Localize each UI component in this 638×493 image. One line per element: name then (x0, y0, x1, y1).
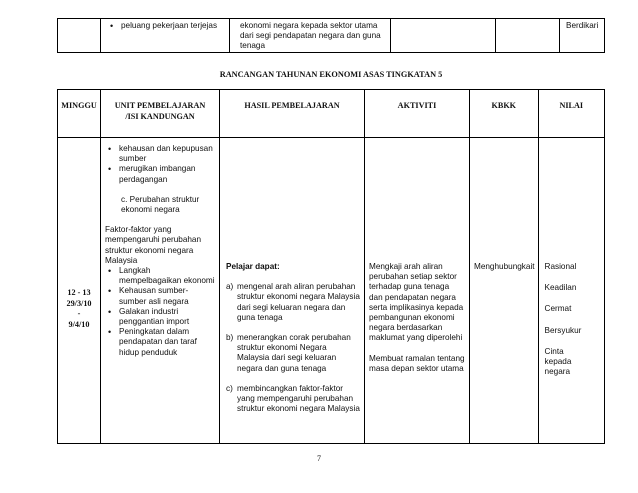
outcome-item (226, 282, 360, 323)
list-item: • Kehausan sumber-sumber asli negara (105, 286, 215, 306)
plan-table (57, 89, 605, 444)
outcome-item (226, 384, 360, 415)
cell-kbkk: Menghubungkait (470, 138, 539, 444)
header-unit (101, 90, 220, 138)
header-minggu: MINGGU (58, 90, 101, 138)
previous-page-table (57, 18, 605, 53)
cell-outcome: ekonomi negara kepada sektor utama dari segi pendapatan negara dan guna tenaga (230, 19, 391, 53)
cell-unit (101, 138, 220, 444)
activity-text: Membuat ramalan tentang masa depan sektor utama (369, 353, 465, 373)
activity-text: Mengkaji arah aliran perubahan setiap sektor terhadap guna tenaga dan pendapatan negara serta implikasinya kepada pembangunan ekonomi negara berdasarkan maklumat yang diperolehi (369, 262, 464, 343)
page-number: 7 (317, 454, 321, 463)
week-line: 12 - 13 (67, 288, 91, 297)
outcome-text: mengenal arah aliran perubahan struktur ekonomi negara Malaysia dari segi keluaran negara dan guna tenaga (237, 282, 360, 322)
unit-factor-heading: Faktor-faktor yang mempengaruhi perubahan struktur ekonomi negara Malaysia (105, 225, 202, 265)
outcome-label: a) (226, 282, 234, 292)
list-item: • merugikan imbangan perdagangan (105, 164, 215, 184)
outcome-heading: Pelajar dapat: (226, 262, 280, 271)
cell-activity (365, 138, 470, 444)
value-item: Bersyukur (544, 325, 582, 335)
unit-factor-list (105, 266, 215, 358)
value-item: Cermat (544, 304, 572, 314)
list-item: • peluang pekerjaan terjejas (107, 21, 225, 31)
outcome-text: menerangkan corak perubahan struktur ekonomi Negara Malaysia dari segi keluaran negara dan guna tenaga (237, 333, 351, 373)
cell-values (538, 138, 604, 444)
list-item: • Langkah mempelbagaikan ekonomi (105, 266, 215, 286)
cell-outcome (220, 138, 365, 444)
table-row (58, 138, 605, 444)
cell-kbkk (496, 19, 560, 53)
cell-week (58, 138, 101, 444)
list-item: • Galakan industri penggantian import (105, 307, 215, 327)
outcome-label: c) (226, 383, 233, 393)
unit-subtopic: c. Perubahan struktur ekonomi negara (121, 194, 200, 215)
unit-top-list (105, 144, 215, 185)
list-item: • Peningkatan dalam pendapatan dan taraf hidup penduduk (105, 327, 215, 358)
value-item: Keadilan (544, 283, 577, 293)
cell-activity (391, 19, 496, 53)
cell-value: Berdikari (560, 19, 605, 53)
value-item: Rasional (544, 262, 577, 271)
header-kbkk: KBKK (470, 90, 539, 138)
outcome-text: membincangkan faktor-faktor yang mempengaruhi perubahan struktur ekonomi negara Malaysia (237, 383, 360, 414)
header-hasil: HASIL PEMBELAJARAN (220, 90, 365, 138)
header-aktiviti: AKTIVITI (365, 90, 470, 138)
header-unit-line2: /ISI KANDUNGAN (125, 111, 195, 121)
page-title: RANCANGAN TAHUNAN EKONOMI ASAS TINGKATAN 5 (219, 70, 443, 79)
cell-week (58, 19, 101, 53)
value-item: Cinta kepada negara (544, 346, 572, 377)
cell-unit (101, 19, 230, 53)
list-item: • kehausan dan kepupusan sumber (105, 144, 215, 164)
table-row (58, 19, 605, 53)
outcome-item (226, 333, 360, 374)
header-row (58, 90, 605, 138)
outcome-label: b) (226, 333, 234, 343)
week-line: 29/3/10 (66, 298, 92, 308)
week-line: 9/4/10 (68, 319, 90, 329)
week-line: - (77, 309, 81, 318)
header-unit-line1: UNIT PEMBELAJARAN (114, 101, 206, 110)
header-nilai: NILAI (538, 90, 604, 138)
